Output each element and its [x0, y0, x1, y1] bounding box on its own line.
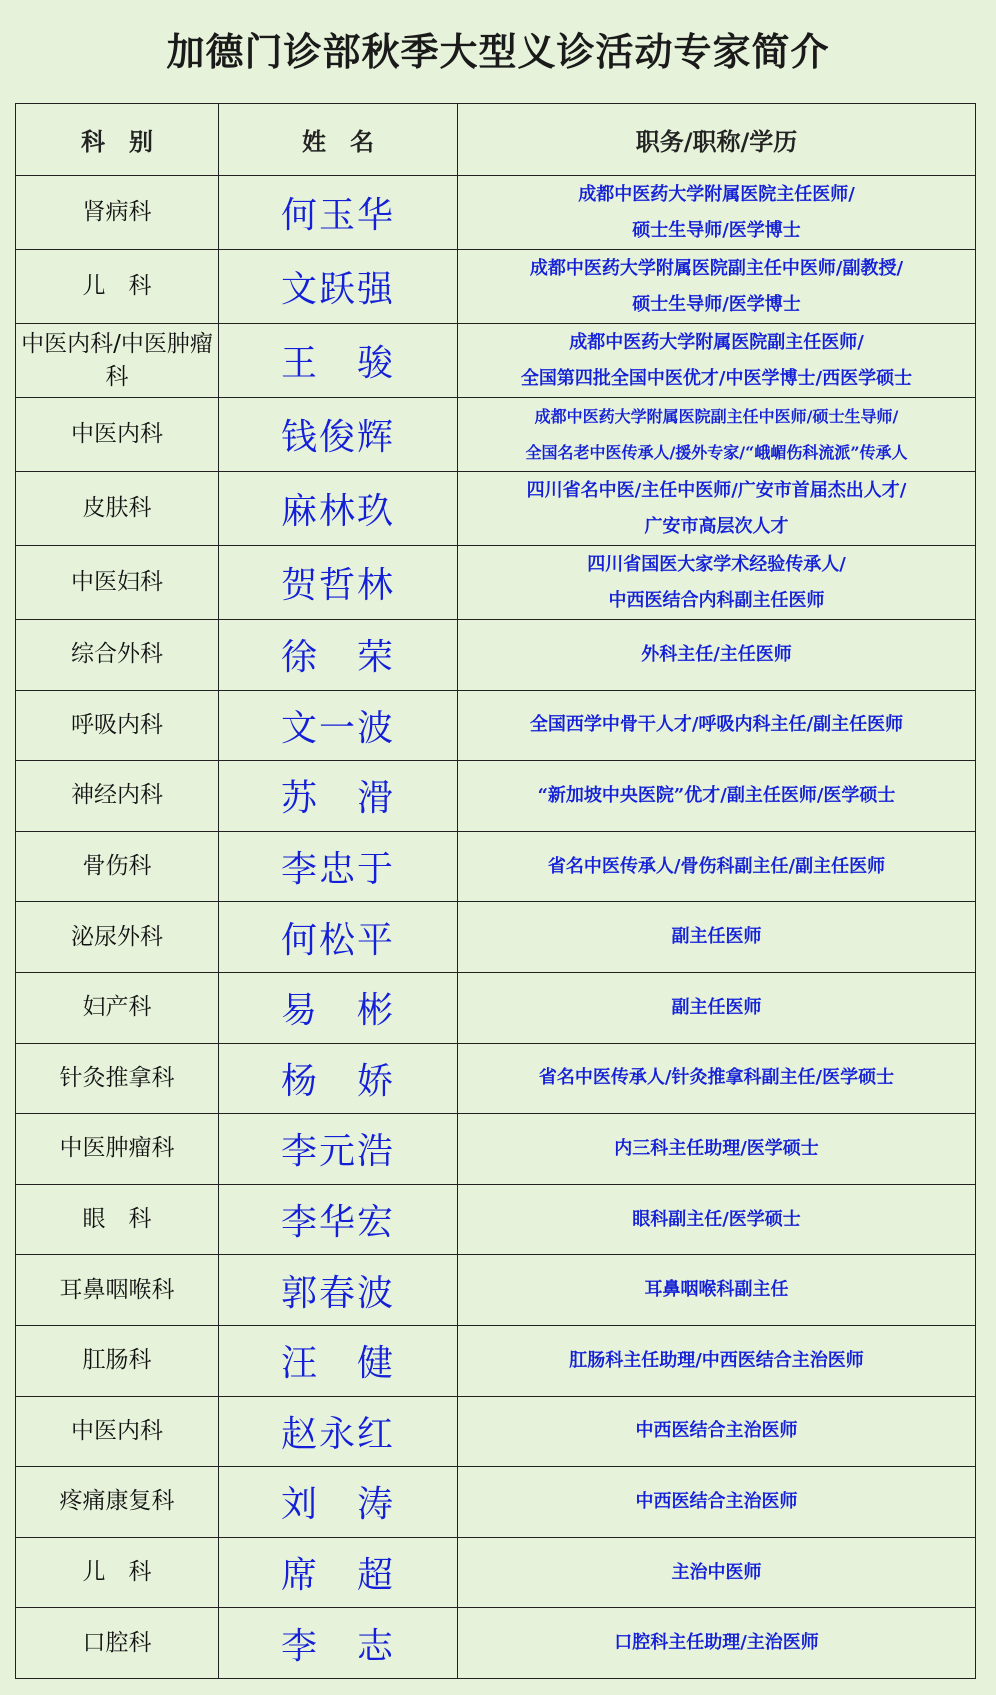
table-row [16, 831, 976, 902]
department-cell: 肾病科 [16, 176, 219, 250]
table-row [16, 1325, 976, 1396]
title-line: 成都中医药大学附属医院副主任中医师/硕士生导师/ [534, 406, 899, 426]
title-line: “新加坡中央医院”优才/副主任医师/医学硕士 [537, 784, 896, 806]
expert-name-cell: 贺哲林 [219, 546, 458, 620]
title-line: 主治中医师 [671, 1561, 762, 1583]
department-cell: 中医肿瘤科 [16, 1114, 219, 1185]
expert-name-cell: 李华宏 [219, 1184, 458, 1255]
department-cell: 皮肤科 [16, 472, 219, 546]
expert-name-cell: 易 彬 [219, 972, 458, 1043]
department-cell: 儿 科 [16, 1537, 219, 1608]
table-row [16, 1184, 976, 1255]
table-row [16, 324, 976, 398]
expert-name-cell: 麻林玖 [219, 472, 458, 546]
expert-table [15, 103, 976, 1679]
title-line: 硕士生导师/医学博士 [632, 293, 801, 315]
title-cell [458, 1114, 976, 1185]
title-cell [458, 324, 976, 398]
department-cell: 肛肠科 [16, 1325, 219, 1396]
title-line: 成都中医药大学附属医院主任医师/ [578, 183, 855, 205]
title-line: 全国西学中骨干人才/呼吸内科主任/副主任医师 [529, 714, 904, 736]
expert-name-cell: 杨 娇 [219, 1043, 458, 1114]
table-header-row [16, 104, 976, 176]
expert-name-cell: 赵永红 [219, 1396, 458, 1467]
title-cell [458, 690, 976, 761]
department-cell: 针灸推拿科 [16, 1043, 219, 1114]
expert-name-cell: 席 超 [219, 1537, 458, 1608]
table-row [16, 1255, 976, 1326]
table-row [16, 1537, 976, 1608]
department-cell: 骨伤科 [16, 831, 219, 902]
title-cell [458, 546, 976, 620]
department-cell: 泌尿外科 [16, 902, 219, 973]
title-cell [458, 972, 976, 1043]
table-row [16, 1043, 976, 1114]
expert-name-cell: 何玉华 [219, 176, 458, 250]
title-line: 口腔科主任助理/主治医师 [614, 1632, 819, 1654]
title-cell [458, 1467, 976, 1538]
title-cell [458, 1325, 976, 1396]
expert-name-cell: 李忠于 [219, 831, 458, 902]
table-row [16, 250, 976, 324]
header-name: 姓 名 [219, 104, 458, 176]
title-cell [458, 1255, 976, 1326]
title-line: 内三科主任助理/医学硕士 [614, 1137, 819, 1159]
table-row [16, 1114, 976, 1185]
header-title: 职务/职称/学历 [458, 104, 976, 176]
table-row [16, 398, 976, 472]
expert-name-cell: 文跃强 [219, 250, 458, 324]
expert-name-cell: 文一波 [219, 690, 458, 761]
expert-name-cell: 何松平 [219, 902, 458, 973]
title-cell [458, 1043, 976, 1114]
title-line: 副主任医师 [671, 926, 762, 948]
department-cell: 耳鼻咽喉科 [16, 1255, 219, 1326]
department-cell: 神经内科 [16, 761, 219, 832]
title-line: 外科主任/主任医师 [641, 643, 792, 665]
title-cell [458, 1608, 976, 1679]
title-line: 耳鼻咽喉科副主任 [644, 1279, 789, 1301]
expert-name-cell: 李元浩 [219, 1114, 458, 1185]
department-cell: 中医妇科 [16, 546, 219, 620]
expert-name-cell: 郭春波 [219, 1255, 458, 1326]
table-body [16, 176, 976, 1679]
title-line: 中西医结合内科副主任医师 [608, 589, 825, 611]
department-cell: 中医内科 [16, 1396, 219, 1467]
title-line: 中西医结合主治医师 [635, 1490, 798, 1512]
department-cell: 儿 科 [16, 250, 219, 324]
title-cell [458, 472, 976, 546]
department-cell: 综合外科 [16, 620, 219, 691]
table-row [16, 546, 976, 620]
table-row [16, 1608, 976, 1679]
title-cell [458, 1537, 976, 1608]
expert-name-cell: 汪 健 [219, 1325, 458, 1396]
department-cell: 口腔科 [16, 1608, 219, 1679]
department-cell: 妇产科 [16, 972, 219, 1043]
title-line: 副主任医师 [671, 996, 762, 1018]
table-row [16, 1396, 976, 1467]
expert-name-cell: 钱俊辉 [219, 398, 458, 472]
expert-name-cell: 刘 涛 [219, 1467, 458, 1538]
table-row [16, 472, 976, 546]
title-cell [458, 1396, 976, 1467]
expert-name-cell: 李 志 [219, 1608, 458, 1679]
department-cell: 疼痛康复科 [16, 1467, 219, 1538]
header-department: 科 别 [16, 104, 219, 176]
title-line: 全国名老中医传承人/援外专家/“峨嵋伤科流派”传承人 [525, 442, 908, 462]
title-cell [458, 831, 976, 902]
title-line: 四川省国医大家学术经验传承人/ [587, 553, 846, 575]
table-row [16, 176, 976, 250]
title-cell [458, 250, 976, 324]
table-row [16, 972, 976, 1043]
title-line: 中西医结合主治医师 [635, 1420, 798, 1442]
title-line: 省名中医传承人/针灸推拿科副主任/医学硕士 [538, 1067, 895, 1089]
title-line: 省名中医传承人/骨伤科副主任/副主任医师 [547, 855, 886, 877]
title-line: 成都中医药大学附属医院副主任中医师/副教授/ [529, 257, 904, 279]
table-row [16, 761, 976, 832]
title-line: 四川省名中医/主任中医师/广安市首届杰出人才/ [526, 479, 907, 501]
table-row [16, 620, 976, 691]
title-line: 硕士生导师/医学博士 [632, 219, 801, 241]
expert-name-cell: 徐 荣 [219, 620, 458, 691]
department-cell: 眼 科 [16, 1184, 219, 1255]
table-row [16, 1467, 976, 1538]
title-line: 广安市高层次人才 [644, 515, 789, 537]
title-cell [458, 1184, 976, 1255]
department-cell: 中医内科 [16, 398, 219, 472]
table-row [16, 902, 976, 973]
title-cell [458, 761, 976, 832]
title-cell [458, 620, 976, 691]
title-line: 肛肠科主任助理/中西医结合主治医师 [569, 1349, 864, 1371]
expert-name-cell: 王 骏 [219, 324, 458, 398]
title-cell [458, 902, 976, 973]
department-cell: 中医内科/中医肿瘤科 [16, 324, 219, 398]
title-cell [458, 176, 976, 250]
title-line: 成都中医药大学附属医院副主任医师/ [569, 331, 864, 353]
expert-name-cell: 苏 滑 [219, 761, 458, 832]
title-line: 全国第四批全国中医优才/中医学博士/西医学硕士 [520, 367, 913, 389]
department-cell: 呼吸内科 [16, 690, 219, 761]
title-line: 眼科副主任/医学硕士 [632, 1208, 801, 1230]
page-title: 加德门诊部秋季大型义诊活动专家简介 [166, 29, 830, 74]
table-row [16, 690, 976, 761]
title-cell [458, 398, 976, 472]
